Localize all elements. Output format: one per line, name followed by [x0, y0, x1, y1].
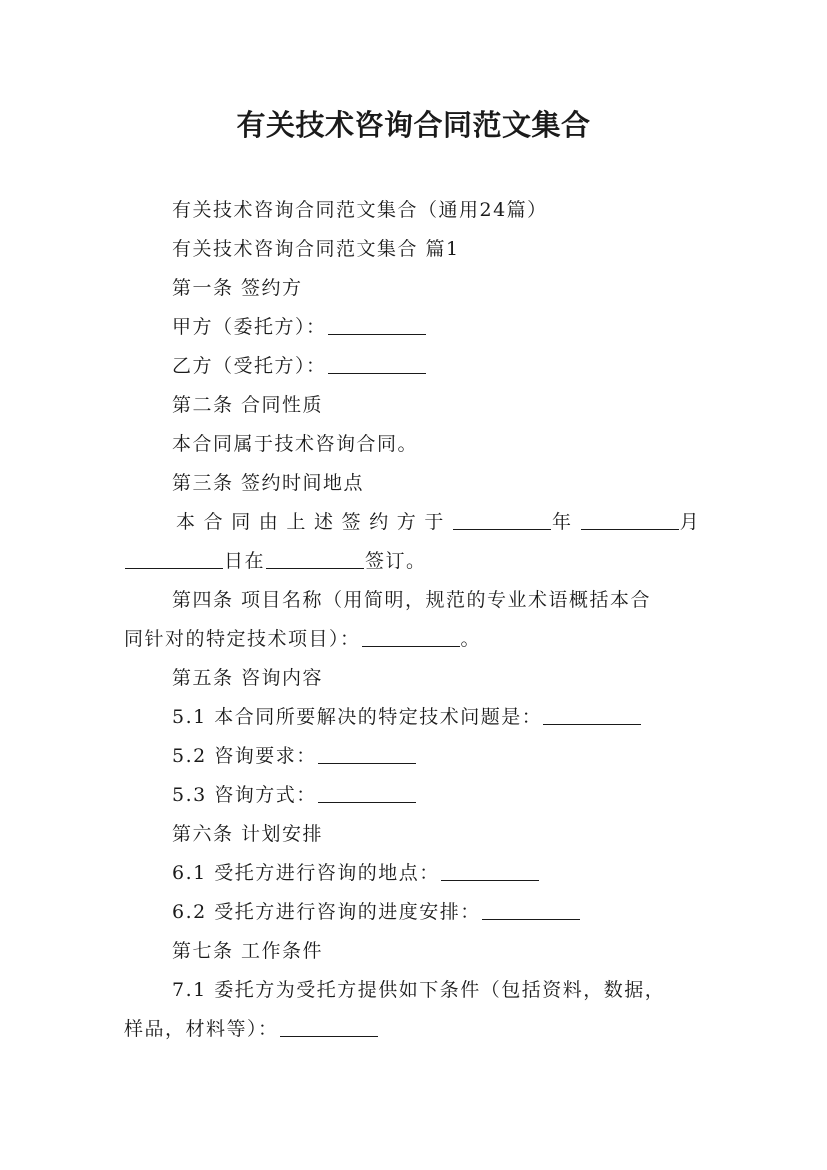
article-1-heading: 第一条 签约方 — [172, 277, 303, 299]
party-a-label: 甲方（委托方）： — [172, 316, 327, 338]
party-b-label: 乙方（受托方）： — [172, 355, 327, 377]
day-blank — [125, 546, 223, 569]
clause-7-1-continued — [124, 1010, 379, 1049]
project-name-blank — [362, 624, 460, 647]
clause-7-1: 7.1 委托方为受托方提供如下条件（包括资料，数据， — [172, 979, 666, 1001]
party-a-blank — [328, 312, 426, 335]
clause-6-2-blank — [482, 897, 580, 920]
paragraph-part-title: 有关技术咨询合同范文集合 篇1 — [172, 238, 460, 260]
project-name-end: 。 — [460, 628, 482, 650]
clause-6-1 — [172, 854, 540, 893]
clause-5-3-blank — [318, 780, 416, 803]
article-3-heading: 第三条 签约时间地点 — [172, 472, 365, 494]
document-title: 有关技术咨询合同范文集合 — [236, 108, 591, 142]
month-blank — [581, 507, 679, 530]
clause-5-1-label: 5.1 本合同所要解决的特定技术问题是： — [172, 706, 543, 728]
clause-5-2 — [172, 737, 417, 776]
signing-date-line — [176, 503, 707, 542]
paragraph-heading: 有关技术咨询合同范文集合（通用24篇） — [172, 199, 548, 221]
clause-6-2-label: 6.2 受托方进行咨询的进度安排： — [172, 901, 481, 923]
article-5-heading: 第五条 咨询内容 — [172, 667, 324, 689]
clause-5-3 — [172, 776, 417, 815]
clause-6-1-label: 6.1 受托方进行咨询的地点： — [172, 862, 440, 884]
signing-text: 本合同由上述签约方于 — [176, 511, 453, 533]
clause-7-1-blank — [280, 1014, 378, 1037]
party-a-line — [172, 308, 427, 347]
project-name-label: 同针对的特定技术项目）： — [124, 628, 361, 650]
clause-7-1-cont-label: 样品，材料等）： — [124, 1018, 279, 1040]
project-name-line — [124, 620, 481, 659]
clause-5-1 — [172, 698, 642, 737]
clause-5-1-blank — [543, 702, 641, 725]
signing-place-line — [124, 542, 427, 581]
article-2-heading: 第二条 合同性质 — [172, 394, 324, 416]
signed-label: 签订。 — [365, 550, 427, 572]
article-6-heading: 第六条 计划安排 — [172, 823, 324, 845]
clause-6-2 — [172, 893, 581, 932]
year-blank — [453, 507, 551, 530]
clause-5-3-label: 5.3 咨询方式： — [172, 784, 317, 806]
party-b-blank — [328, 351, 426, 374]
day-label: 日在 — [224, 550, 266, 572]
clause-6-1-blank — [441, 858, 539, 881]
article-4-heading: 第四条 项目名称（用简明，规范的专业术语概括本合 — [172, 589, 652, 611]
year-label: 年 — [552, 511, 580, 533]
article-7-heading: 第七条 工作条件 — [172, 940, 324, 962]
place-blank — [266, 546, 364, 569]
clause-5-2-blank — [318, 741, 416, 764]
contract-nature-text: 本合同属于技术咨询合同。 — [172, 433, 419, 455]
month-label: 月 — [679, 511, 708, 533]
clause-5-2-label: 5.2 咨询要求： — [172, 745, 317, 767]
party-b-line — [172, 347, 427, 386]
